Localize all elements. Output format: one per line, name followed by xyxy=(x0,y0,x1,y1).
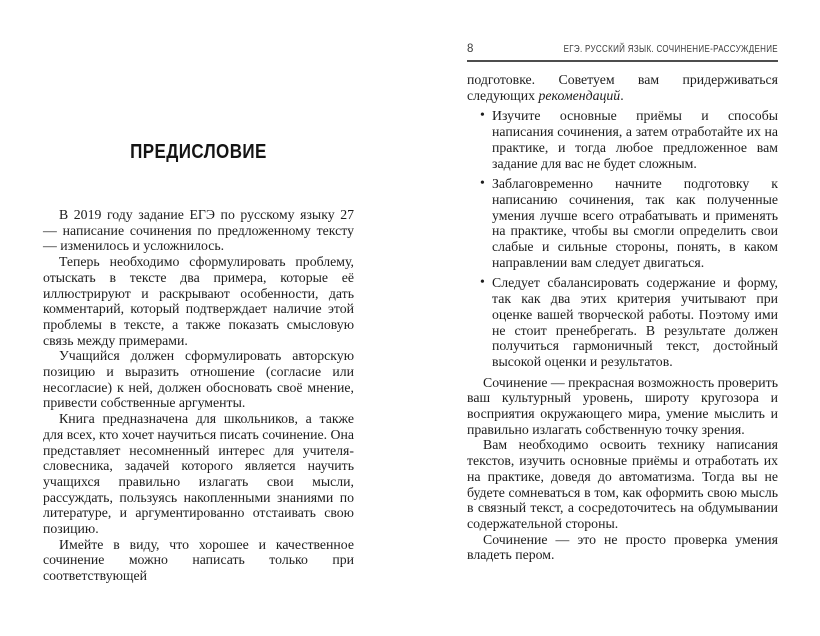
intro-italic-word: рекомендаций xyxy=(538,87,621,103)
page-header xyxy=(467,43,778,62)
paragraph-intro xyxy=(467,72,778,103)
paragraph: В 2019 году задание ЕГЭ по русскому языку 27 — написание сочинения по предложенному тексту — изменилось и усложнилось. xyxy=(43,207,354,254)
list-item-text: Заблаговременно начните подготовку к написанию сочинения, так как полученные умения лучше всего отрабатывать и применять на практике, чтобы вы смогли определить свои слабые и сильные стороны, понять, в каком направлении вам следует двигаться. xyxy=(492,176,778,270)
bullet-icon: • xyxy=(480,107,485,123)
recommendations-list xyxy=(467,108,778,369)
paragraph: Книга предназначена для школьников, а также для всех, кто хочет научиться писать сочинение. Она представляет несомненный интерес для учителя-словесника, задачей которого является научить учащихся правильно излагать свои мысли, рассуждать, пользуясь накопленными знаниями по литературе, и аргументированно отстаивать свою позицию. xyxy=(43,411,354,537)
list-item xyxy=(467,176,778,270)
running-title: ЕГЭ. РУССКИЙ ЯЗЫК. СОЧИНЕНИЕ-РАССУЖДЕНИЕ xyxy=(563,44,778,55)
paragraph: Вам необходимо освоить технику написания текстов, изучить основные приёмы и отработать их на практике, доведя до автоматизма. Тогда вы не будете сомневаться в том, как оформить свою мысль в связный текст, а сосредоточитесь на обдумывании содержательной стороны. xyxy=(467,437,778,531)
bullet-icon: • xyxy=(480,274,485,290)
list-item xyxy=(467,275,778,369)
left-page xyxy=(43,0,354,584)
paragraph: Сочинение — это не просто проверка умения владеть пером. xyxy=(467,531,778,563)
page-number: 8 xyxy=(467,43,474,55)
left-page-body xyxy=(43,207,354,584)
paragraph: Имейте в виду, что хорошее и качественное сочинение можно написать только при соответствующей xyxy=(43,536,354,584)
chapter-title xyxy=(43,141,354,164)
list-item xyxy=(467,108,778,171)
list-item-text: Изучите основные приёмы и способы написания сочинения, а затем отработайте их на практике, и тогда любое предложенное вам задание для вас не будет сложным. xyxy=(492,108,778,171)
closing-paragraphs xyxy=(467,375,778,563)
paragraph: Сочинение — прекрасная возможность проверить ваш культурный уровень, широту кругозора и восприятия окружающего мира, умение мыслить и правильно излагать собственную точку зрения. xyxy=(467,374,778,437)
intro-text-after: . xyxy=(620,87,624,103)
list-item-text: Следует сбалансировать содержание и форму, так как два этих критерия учитывают при оценке вашей творческой работы. Поэтому ими не стоит пренебрегать. В результате должен получиться гармоничный текст, достойный высокой оценки и результатов. xyxy=(492,275,778,369)
paragraph: Теперь необходимо сформулировать проблему, отыскать в тексте два примера, которые её иллюстрируют и раскрывают особенности, дать комментарий, который подтверждает наличие этой проблемы в тексте, а также показать смысловую связь между примерами. xyxy=(43,254,354,348)
paragraph: Учащийся должен сформулировать авторскую позицию и выразить отношение (согласие или несогласие) к ней, должен обосновать своё мнение, привести собственные аргументы. xyxy=(43,348,354,411)
right-page-body xyxy=(467,72,778,563)
right-page xyxy=(467,0,778,563)
intro-text-before: подготовке. Советуем вам придерживаться следующих xyxy=(467,72,778,103)
bullet-icon: • xyxy=(480,175,485,191)
chapter-title-text: ПРЕДИСЛОВИЕ xyxy=(130,141,267,163)
